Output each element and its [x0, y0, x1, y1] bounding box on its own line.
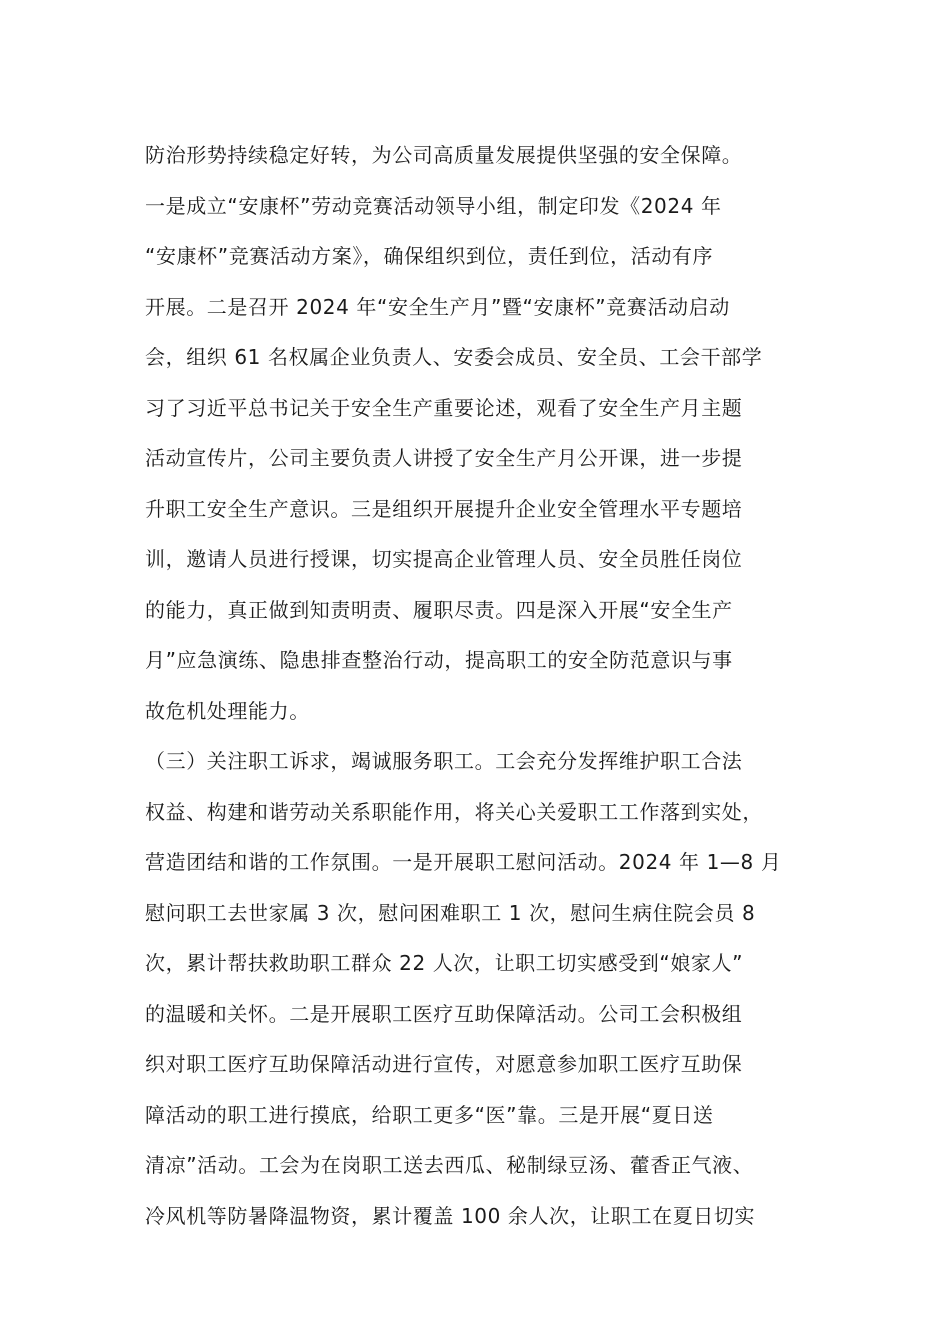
text-line: 训，邀请人员进行授课，切实提高企业管理人员、安全员胜任岗位	[145, 547, 743, 571]
text-line: 习了习近平总书记关于安全生产重要论述，观看了安全生产月主题	[145, 395, 743, 420]
text-line: 一是成立“安康杯”劳动竞赛活动领导小组，制定印发《2024 年	[145, 193, 722, 218]
text-line: 权益、构建和谐劳动关系职能作用，将关心关爱职工工作落到实处，	[145, 799, 763, 824]
text-line: “安康杯”竞赛活动方案》，确保组织到位，责任到位，活动有序	[145, 244, 714, 268]
text-line: 月”应急演练、隐患排查整治行动，提高职工的安全防范意识与事	[145, 648, 733, 672]
text-line: 的温暖和关怀。二是开展职工医疗互助保障活动。公司工会积极组	[145, 1001, 743, 1026]
text-line: 冷风机等防暑降温物资，累计覆盖 100 余人次，让职工在夏日切实	[145, 1203, 756, 1228]
text-line: 活动宣传片，公司主要负责人讲授了安全生产月公开课，进一步提	[145, 446, 743, 470]
text-line: 开展。二是召开 2024 年“安全生产月”暨“安康杯”竞赛活动启动	[145, 294, 730, 319]
text-line: 次，累计帮扶救助职工群众 22 人次，让职工切实感受到“娘家人”	[145, 951, 744, 975]
text-line: 会，组织 61 名权属企业负责人、安委会成员、安全员、工会干部学	[145, 345, 763, 369]
text-line: 防治形势持续稳定好转，为公司高质量发展提供坚强的安全保障。	[145, 143, 743, 167]
body-text	[145, 130, 825, 1241]
text-line: 障活动的职工进行摸底，给职工更多“医”靠。三是开展“夏日送	[145, 1102, 714, 1127]
text-line: 的能力，真正做到知责明责、履职尽责。四是深入开展“安全生产	[145, 597, 733, 622]
text-line: 慰问职工去世家属 3 次，慰问困难职工 1 次，慰问生病住院会员 8	[145, 900, 756, 925]
text-line: 故危机处理能力。	[145, 698, 310, 723]
text-line: 营造团结和谐的工作氛围。一是开展职工慰问活动。2024 年 1—8 月	[145, 850, 782, 874]
text-line: 清凉”活动。工会为在岗职工送去西瓜、秘制绿豆汤、藿香正气液、	[145, 1153, 754, 1177]
text-line: （三）关注职工诉求，竭诚服务职工。工会充分发挥维护职工合法	[145, 749, 743, 773]
text-line: 织对职工医疗互助保障活动进行宣传，对愿意参加职工医疗互助保	[145, 1052, 743, 1076]
text-line: 升职工安全生产意识。三是组织开展提升企业安全管理水平专题培	[145, 496, 743, 521]
